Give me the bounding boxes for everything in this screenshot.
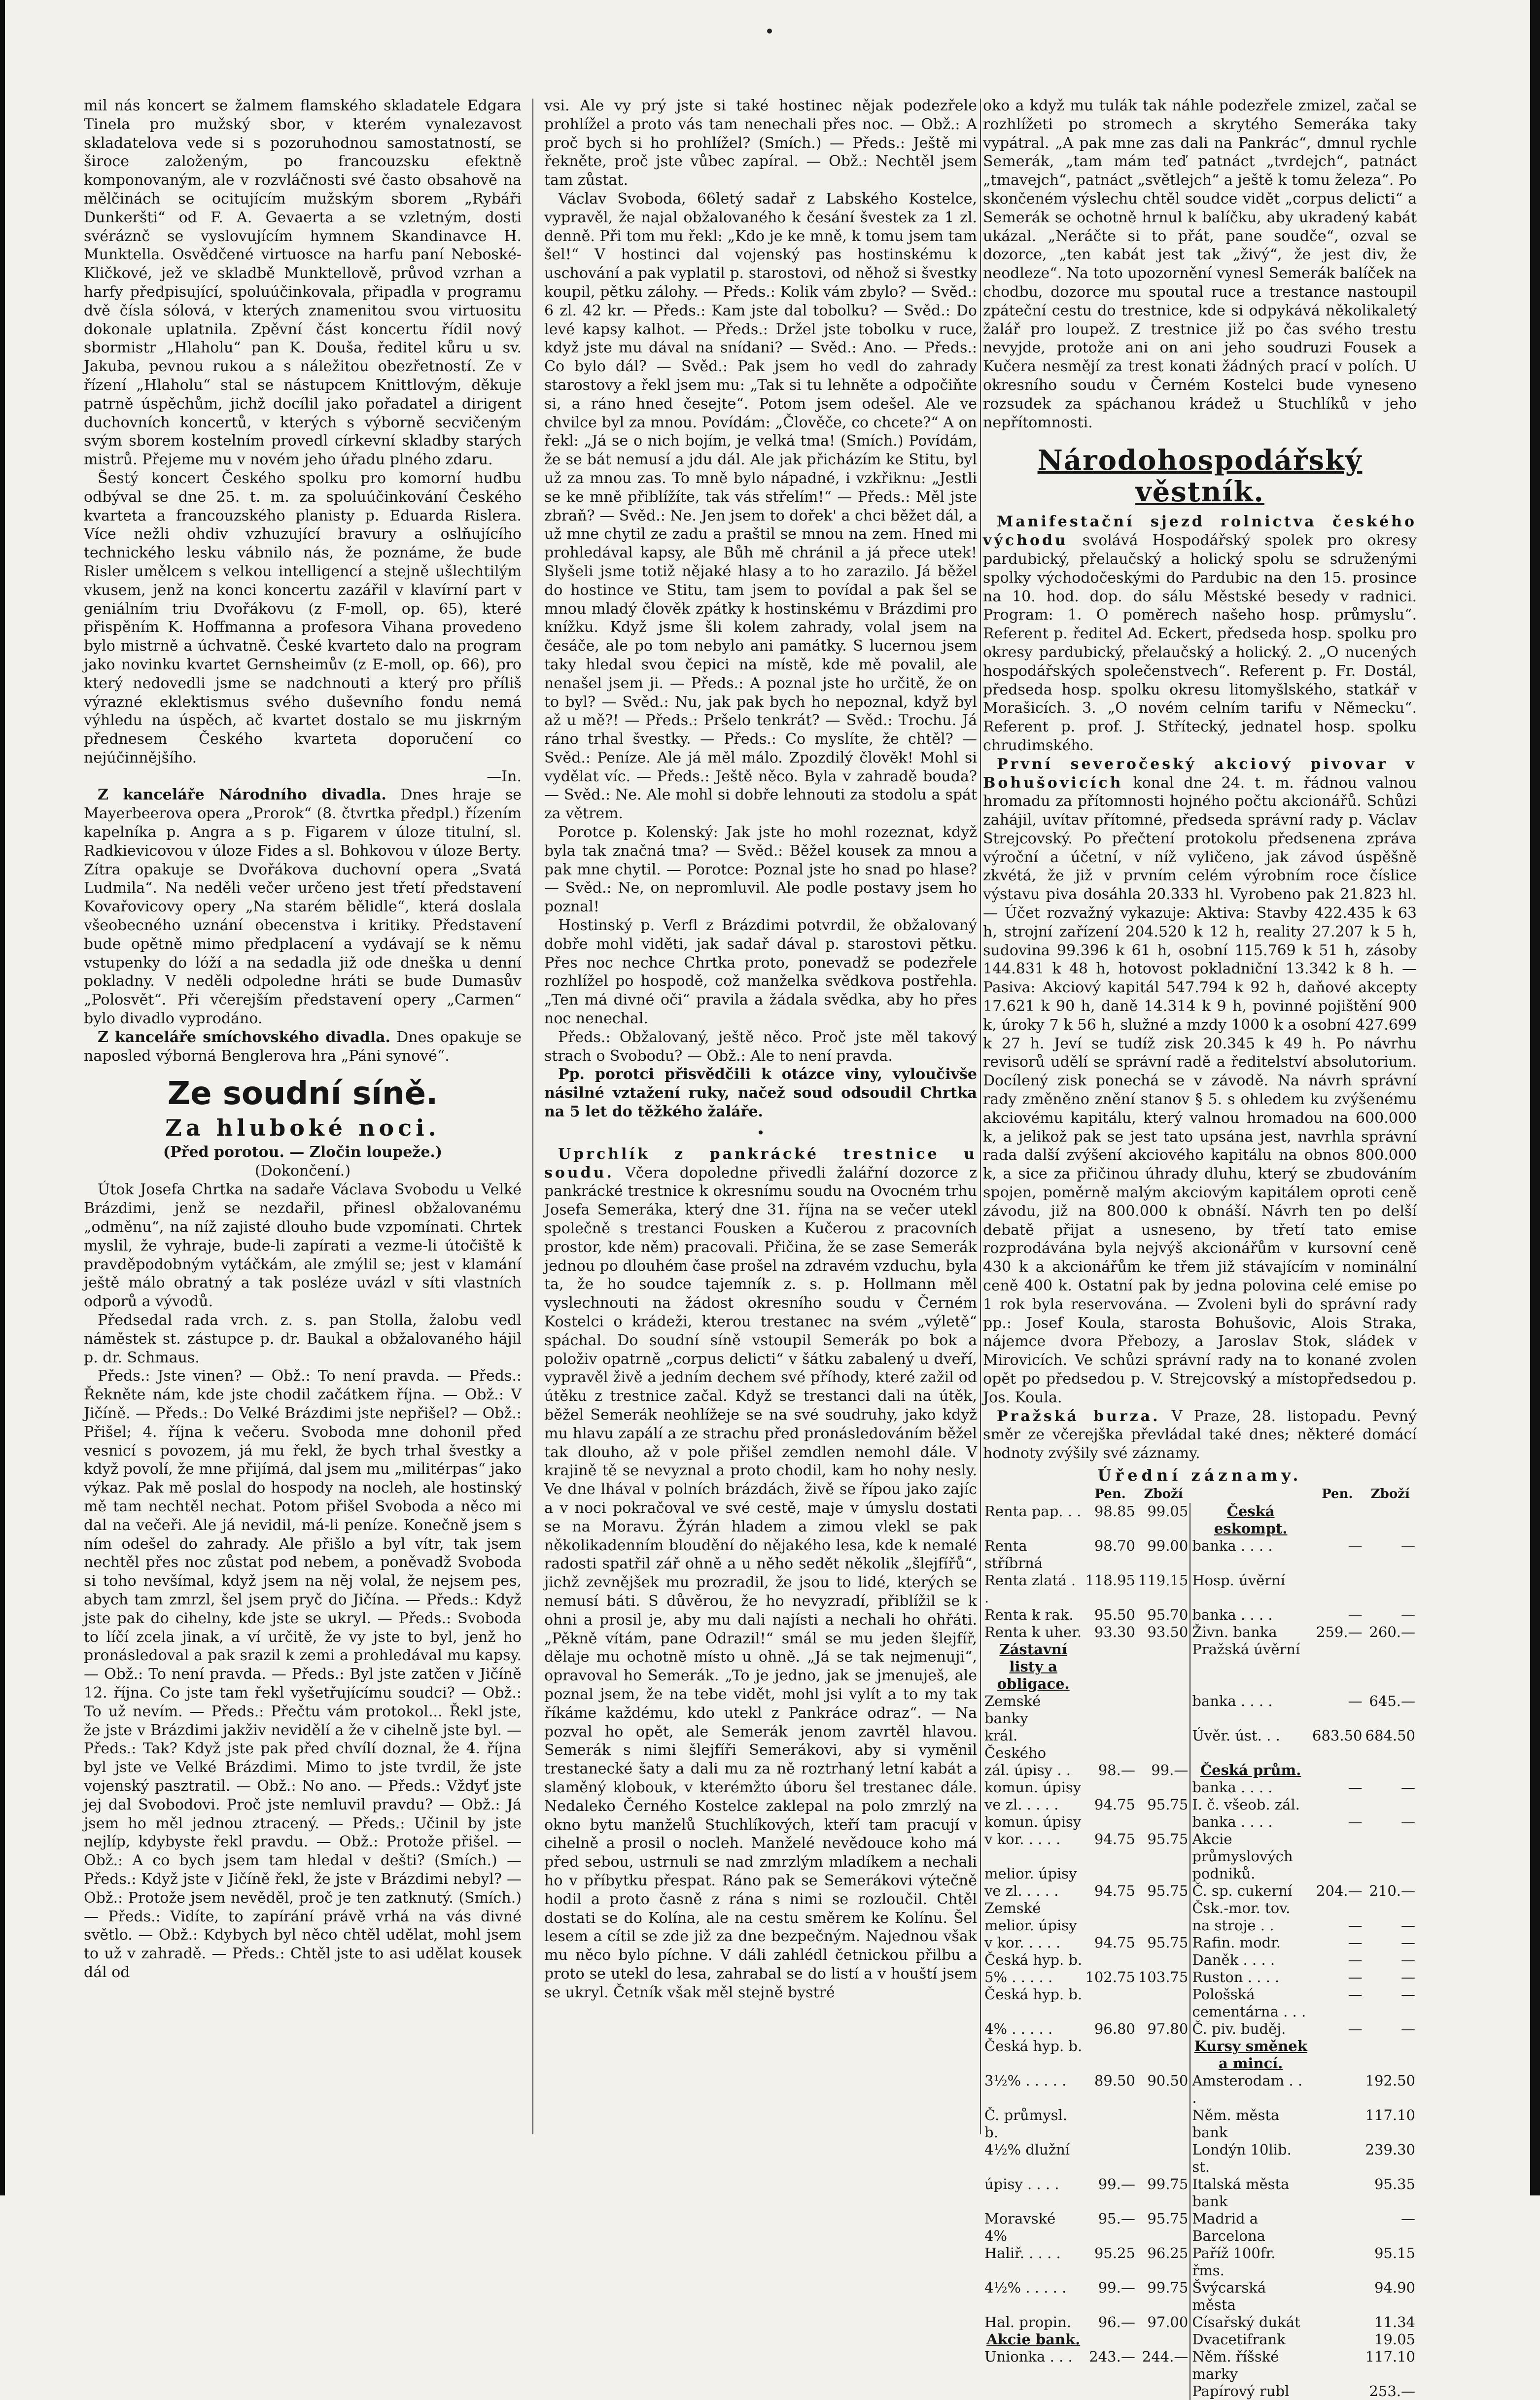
quotes-header-cell: Pen. bbox=[1094, 1486, 1126, 1501]
quote-zbozi bbox=[1364, 2038, 1417, 2072]
smichov-theatre-notice bbox=[84, 1028, 522, 1066]
quotes-row bbox=[983, 1796, 1417, 1813]
quotes-empty-cell bbox=[983, 2383, 1084, 2400]
quote-pen bbox=[1311, 1572, 1364, 1606]
quote-zbozi: — bbox=[1401, 2210, 1415, 2227]
witness-svoboda-testimony: Václav Svoboda, 66letý sadař z Labského Kostelce, vypravěl, že najal obžalovaného k česání švestek za 1 zl. denně. Při tom mu řekl: „Kdo je ke mně, k tomu jsem tam šel!“ V hostinci dal vojenský pas hostinskému k uschování a pak vyplatil p. starostovi, od něhož si švestky koupil, pětku zálohy. — Předs.: Kolik vám zbylo? — Svěd.: 6 zl. 42 kr. — Předs.: Kam jste dal tobolku? — Svěd.: Do levé kapsy kalhot. — Předs.: Držel jste tobolku v ruce, když jste mu dával na snídani? — Svěd.: Ano. — Předs.: Co bylo dál? — Svěd.: Pak jsem ho vedl do zahrady starostovy a řekl jsem mu: „Tak si tu lehněte a odpočiňte si, a ráno hned česejte“. Potom jsem odešel. Ale ve chvilce byl za mnou. Povídám: „Člověče, co chcete?“ A on řekl: „Já se o nich bojím, je velká tma! (Smích.) Povídám, že se bát nemusí a jdu dál. Ale jak přicházím ke Stitu, byl už za mnou zas. To mně bylo nápadné, i vzkřiknu: „Jestli se ke mně přiblížíte, tak vás střelím!“ — Předs.: Měl jste zbraň? — Svěd.: Ne. Jen jsem to dořek' a chci běžet dál, a už mne chytil ze zadu a praštil se mnou na zem. Hned mi prohledával kapsy, ale Bůh mě chránil a já přece utek! Slyšeli jsme totiž nějaké hlasy a to ho zarazilo. Já běžel do hostince ve Stitu, tam jsem to povídal a pak šel se mnou mladý člověk zpátky k hostinskému v Brázdimi pro knížku. Když jsme šli kolem zahrady, volal jsem na česáče, ale po tom nebylo ani památky. S lucernou jsem taky hledal svou čepici na místě, kde mě povalil, ale nenašel jsem ji. — Předs.: A poznal jste ho určitě, že on to byl? — Svěd.: Nu, jak pak bych ho nepoznal, když byl až u mě?! — Předs.: Pršelo tenkrát? — Svěd.: Trochu. Já ráno trhal švestky. — Předs.: Co myslíte, že chtěl? — Svěd.: Peníze. Ale já měl málo. Zpozdilý člověk! Mohl si vydělat víc. — Předs.: Ještě něco. Byla v zahradě bouda? — Svěd.: Ne. Ale mohl si dobře lehnouti za stodolu a spát za větrem. bbox=[544, 190, 977, 823]
quote-zbozi bbox=[1137, 2038, 1190, 2072]
security-name: Madrid a Barcelona bbox=[1190, 2210, 1311, 2245]
quote-zbozi bbox=[1364, 1572, 1417, 1606]
quote-pen bbox=[1311, 1641, 1364, 1693]
quote-pen: — bbox=[1348, 1916, 1363, 1934]
security-name: Amsterodam . . . bbox=[1190, 2072, 1311, 2107]
quote-pen: 94.75 bbox=[1094, 1934, 1135, 1951]
column-1 bbox=[84, 97, 522, 2137]
quote-zbozi: — bbox=[1401, 1934, 1415, 1951]
quote-zbozi: 253.— bbox=[1369, 2382, 1415, 2400]
security-name: Pološská cementárna . . . bbox=[1190, 1986, 1311, 2020]
prague-exchange-lead: Pražská burza. bbox=[997, 1407, 1160, 1425]
quote-pen bbox=[1311, 2107, 1364, 2141]
quote-pen bbox=[1311, 2038, 1364, 2072]
quote-pen: 96.— bbox=[1098, 2313, 1135, 2330]
quote-zbozi: — bbox=[1401, 1951, 1415, 1968]
quote-zbozi: — bbox=[1401, 1778, 1415, 1796]
quote-pen bbox=[1084, 1779, 1136, 1796]
quote-zbozi: 99.75 bbox=[1147, 2175, 1189, 2192]
quote-zbozi: 684.50 bbox=[1365, 1727, 1415, 1744]
security-name: Císařský dukát bbox=[1190, 2314, 1311, 2331]
security-name: komun. úpisy bbox=[984, 1778, 1082, 1796]
smichov-theatre-body: Dnes opakuje se naposled výborná Benglerova hra „Páni synové“. bbox=[84, 1028, 522, 1065]
security-name: banka . . . . bbox=[1190, 1537, 1311, 1572]
security-name: zál. úpisy . . bbox=[984, 1761, 1071, 1778]
security-name: v kor. . . . . bbox=[984, 1830, 1061, 1847]
security-name: 3½% . . . . . bbox=[984, 2072, 1067, 2089]
quote-pen bbox=[1311, 2314, 1364, 2331]
quote-pen bbox=[1311, 2141, 1364, 2176]
security-name: v kor. . . . . bbox=[984, 1934, 1061, 1951]
quote-zbozi: — bbox=[1401, 2020, 1415, 2037]
quote-pen bbox=[1311, 2279, 1364, 2314]
juror-question: Porotce p. Kolenský: Jak jste ho mohl rozeznat, když byla tak značná tma? — Svěd.: Běžel kousek za mnou a pak mne chytil. — Porotce: Poznal jste ho snad po hlase? — Svěd.: Ne, on nepromluvil. Ale podle postavy jsem ho poznal! bbox=[544, 824, 977, 916]
security-name: Papírový rubl bbox=[1190, 2383, 1311, 2400]
quote-zbozi bbox=[1137, 1813, 1190, 1831]
quote-zbozi bbox=[1137, 1917, 1190, 1934]
security-name: Akcie průmyslových bbox=[1190, 1831, 1311, 1865]
quote-pen: 98.70 bbox=[1094, 1537, 1135, 1554]
security-name: komun. úpisy bbox=[984, 1813, 1082, 1830]
final-question: Předs.: Obžalovaný, ještě něco. Proč jste měl takový strach o Svobodu? — Obž.: Ale to není pravda. bbox=[544, 1028, 977, 1065]
quotes-row bbox=[983, 1900, 1417, 1917]
national-theatre-notice bbox=[84, 786, 522, 1028]
quote-pen: 93.30 bbox=[1094, 1623, 1135, 1640]
quote-zbozi bbox=[1364, 1503, 1417, 1537]
quotes-row bbox=[983, 1641, 1417, 1693]
security-name: Paříž 100fr. řms. bbox=[1190, 2245, 1311, 2279]
security-name: Unionka . . . bbox=[984, 2348, 1073, 2365]
quote-zbozi: 97.00 bbox=[1147, 2313, 1189, 2330]
quote-zbozi: 19.05 bbox=[1374, 2330, 1415, 2348]
quote-pen: 96.80 bbox=[1094, 2020, 1135, 2037]
quotes-row bbox=[983, 1951, 1417, 1969]
security-name: Hosp. úvěrní bbox=[1190, 1572, 1311, 1606]
security-name: banka . . . . bbox=[1190, 1779, 1311, 1796]
quote-pen: 98.— bbox=[1098, 1761, 1135, 1778]
security-name: banka . . . . bbox=[1190, 1693, 1311, 1727]
quotes-row bbox=[983, 2210, 1417, 2245]
quote-pen bbox=[1084, 1641, 1136, 1693]
quote-pen: — bbox=[1348, 1813, 1363, 1830]
separator-dot: • bbox=[756, 1124, 765, 1141]
court-article-title: Za hluboké noci. bbox=[165, 1114, 440, 1142]
quotes-row bbox=[983, 2245, 1417, 2279]
court-article-continued: (Dokončení.) bbox=[254, 1162, 351, 1180]
quote-pen: 89.50 bbox=[1094, 2072, 1135, 2089]
security-name: Č. sp. cukerní bbox=[1190, 1882, 1311, 1900]
scan-edge-left bbox=[0, 0, 5, 2195]
security-name: Renta k rak. bbox=[984, 1606, 1074, 1623]
quotes-subhead: Zástavní listy a obligace. bbox=[997, 1640, 1070, 1692]
security-name: Renta pap. . . bbox=[984, 1502, 1082, 1520]
security-name: 4% . . . . . bbox=[984, 2020, 1053, 2037]
scan-speck bbox=[767, 29, 772, 34]
concert-review-text: mil nás koncert se žalmem flamského skladatele Edgara Tinela pro mužský sbor, v kterém vynalezavost skladatelova vede si s pozoruhodnou samostatností, se široce založeným, po francouzsku efektně komponovaným, ale v rozvláčnosti své často obsahově na mělčinách se ocitujícím mužským sborem „Rybáři Dunkeršti“ od F. A. Gevaerta a se vzletným, dosti svéráznč se vyslovujícím hymnem Skandinavce H. Munktella. Osvědčené virtuosce na harfu paní Neboské-Kličkové, jež ve skladbě Munktellově, průvod vzrhan a harfy předpisující, spoluúčinkovala, připadla v programu dvě čísla sólová, v kterých znamenitou svou virtuositu dokonale uplatnila. Zpěvní část koncertu řídil nový sbormistr „Hlaholu“ pan K. Douša, ředitel kůru u sv. Jakuba, pevnou rukou a s náležitou obezřetností. Ze v řízení „Hlaholu“ stal se nástupcem Knittlovým, děkuje patrně úspěchům, jichž docílil jako pořadatel a dirigent duchovních koncertů, v kterých s výborně secvičeným svým sborem kostelním provedl církevní skladby starých mistrů. Přejeme mu v novém jeho úřadu plného zdaru. bbox=[84, 97, 522, 469]
security-name: úpisy . . . . bbox=[984, 2175, 1059, 2192]
quote-pen bbox=[1084, 1917, 1136, 1934]
quotes-header-cell bbox=[1190, 1486, 1311, 1503]
quotes-subhead: Kursy směnek a mincí. bbox=[1190, 2038, 1311, 2072]
quote-pen: — bbox=[1348, 1951, 1363, 1968]
quote-zbozi bbox=[1364, 1900, 1417, 1917]
quotes-row bbox=[983, 1813, 1417, 1831]
security-name: banka . . . . bbox=[1190, 1606, 1311, 1624]
quote-pen bbox=[1084, 1693, 1136, 1727]
quote-pen bbox=[1084, 1865, 1136, 1882]
quotes-row bbox=[983, 1934, 1417, 1951]
chamber-music-review: Šestý koncert Českého spolku pro komorní hudbu odbýval se dne 25. t. m. za spoluúčinkování Českého kvarteta a francouzského planisty p. Eduarda Rislera. Více nežli ohdiv vzhuzující bravury a oslňujícího technického lesku vábnilo nás, že poznáme, že bude Risler umělcem s velkou intelligencí a stejně ušlechtilým vkusem, jenž na konci koncertu zazářil v klavírní part v geniálním triu Dvořákovu (z F-moll, op. 65), které přispěním K. Hoffmanna a profesora Vihana provedeno bylo mistrně a úchvatně. České kvarteto dalo na program jako novinku kvartet Gernsheimův (z E-moll, op. 66), pro který nedovedli jsme se nadchnouti a který pro příliš výrazné eklektismus svého duševního fondu nemá výhledu na úspěch, ač kvartet dostalo se mu jiskrným přednesem Českého kvarteta doporučení co nejúčinnějšího. bbox=[84, 469, 522, 766]
security-name: Švýcarská města bbox=[1190, 2279, 1311, 2314]
quotes-row bbox=[983, 1606, 1417, 1624]
security-name: Něm. říšské marky bbox=[1190, 2348, 1311, 2383]
quotes-header-cell bbox=[983, 1486, 1084, 1503]
quote-pen: — bbox=[1348, 1537, 1363, 1554]
brewery-meeting-lead: První severočeský akciový pivovar v Bohušovicích bbox=[983, 755, 1417, 792]
quotes-row bbox=[983, 1537, 1417, 1572]
quote-pen bbox=[1311, 2348, 1364, 2383]
quote-zbozi: 260.— bbox=[1369, 1623, 1415, 1640]
quote-zbozi bbox=[1137, 2107, 1190, 2141]
quote-pen bbox=[1084, 2107, 1136, 2141]
quotes-subhead: Česká prům. bbox=[1190, 1762, 1311, 1779]
quotes-row bbox=[983, 1882, 1417, 1900]
quote-zbozi bbox=[1137, 1951, 1190, 1969]
security-name: Londýn 10lib. st. bbox=[1190, 2141, 1311, 2176]
hearing-continued: vsi. Ale vy prý jste si také hostinec nějak podezřele prohlížel a proto vás tam nenechali přes noc. — Obž.: A proč bych si ho prohlížel? (Smích.) — Předs.: Ještě mi řekněte, proč jste vůbec zapíral. — Obž.: Nechtěl jsem tam zůstat. bbox=[544, 97, 977, 189]
security-name: I. č. všeob. zál. bbox=[1190, 1796, 1311, 1813]
quote-pen: 95.25 bbox=[1094, 2244, 1135, 2261]
quote-pen: — bbox=[1348, 2020, 1363, 2037]
security-name: Česká hyp. b. bbox=[984, 1951, 1083, 1968]
security-name: Čsk.-mor. tov. bbox=[1190, 1900, 1311, 1917]
quotes-row bbox=[983, 2314, 1417, 2331]
quote-zbozi bbox=[1137, 2331, 1190, 2348]
quote-zbozi: 99.05 bbox=[1147, 1502, 1189, 1520]
security-name: podniků. bbox=[1190, 1865, 1311, 1882]
quote-zbozi: 99.— bbox=[1151, 1761, 1189, 1778]
quote-zbozi: 244.— bbox=[1142, 2348, 1189, 2365]
quote-pen bbox=[1311, 1865, 1364, 1882]
quotes-row bbox=[983, 2038, 1417, 2072]
security-name: Ruston . . . . bbox=[1190, 1969, 1311, 1986]
security-name: melior. úpisy bbox=[984, 1916, 1077, 1934]
national-theatre-body: Dnes hraje se Mayerbeerova opera „Prorok“ (8. čtvrtka předpl.) řízením kapelníka p. Angra a s p. Figarem v úloze titulní, sl. Radkievicovou v úloze Fides a sl. Bohkovou v úloze Berty. Zítra opakuje se Dvořákova duchovní opera „Svatá Ludmila“. Na neděli večer určeno jest třetí představení Kovařovicovy opery „Na starém bělidle“, která doslala všeobecného uznání obecenstva i kritiky. Představení bude opětně mimo předplacení a vydávají se k němu vstupenky do lóží a na sedadla již ode dneška u denní pokladny. V neděli odpoledne hráti se bude Dumasův „Polosvět“. Při včerejším představení opery „Carmen“ bylo divadlo vyprodáno. bbox=[84, 786, 522, 1028]
quotes-row bbox=[983, 2383, 1417, 2400]
quote-zbozi: 95.75 bbox=[1147, 2210, 1189, 2227]
quote-zbozi: 119.15 bbox=[1138, 1571, 1189, 1589]
quotes-row bbox=[983, 1986, 1417, 2020]
quote-pen bbox=[1311, 2245, 1364, 2279]
court-article-caption: (Před porotou. — Zločin loupeže.) bbox=[163, 1144, 443, 1161]
quotes-row bbox=[983, 2348, 1417, 2383]
quotes-subhead: Akcie bank. bbox=[986, 2330, 1081, 2348]
security-name: na stroje . . bbox=[1190, 1917, 1311, 1934]
quote-zbozi: 95.75 bbox=[1147, 1882, 1189, 1899]
quote-pen bbox=[1084, 2331, 1136, 2348]
quote-pen bbox=[1311, 2176, 1364, 2210]
security-name: Česká hyp. b. bbox=[984, 2037, 1083, 2054]
quote-zbozi: — bbox=[1401, 1813, 1415, 1830]
quote-zbozi: 210.— bbox=[1369, 1882, 1415, 1899]
quote-pen: — bbox=[1348, 1778, 1363, 1796]
security-name: 5% . . . . . bbox=[984, 1968, 1053, 1985]
quote-pen: — bbox=[1348, 1985, 1363, 2003]
security-name: 4½% dlužní bbox=[984, 2141, 1070, 2158]
quotes-row bbox=[983, 1624, 1417, 1641]
escapee-article-lead: Uprchlík z pankrácké trestnice u soudu. bbox=[544, 1145, 977, 1182]
quote-zbozi: 95.75 bbox=[1147, 1796, 1189, 1813]
quotes-row bbox=[983, 2072, 1417, 2107]
quote-pen: 259.— bbox=[1316, 1623, 1363, 1640]
security-name: Zemské bbox=[984, 1899, 1041, 1916]
quotes-row bbox=[983, 1693, 1417, 1727]
quotes-subhead: Česká eskompt. bbox=[1190, 1503, 1311, 1537]
court-article-intro: Útok Josefa Chrtka na sadaře Václava Svobodu u Velké Brázdimi, jenž se nezdařil, přinesl obžalovanému „odměnu“, na níž zajisté dlouho bude vzpomínati. Chrtek myslil, že vyhraje, bude-li zapírati a vezme-li útočiště k pravděpodobným vytáčkám, ale zmýlil se; jest v klamání ještě málo obratný a tak posléze uvázl v síti vlastních odporů a vývodů. bbox=[84, 1181, 522, 1311]
innkeeper-testimony: Hostinský p. Verfl z Brázdimi potvrdil, že obžalovaný dobře mohl viděti, jak sadař dával p. starostovi pětku. Přes noc nechce Chrtka proto, ponevadž se podezřele rozhlížel po hospodě, což manželka svědkova postřehla. „Ten má divné oči“ pravila a žádala svědka, aby ho přes noc nenechal. bbox=[544, 917, 977, 1028]
quote-pen: 94.75 bbox=[1094, 1882, 1135, 1899]
security-name: Italská města bank bbox=[1190, 2176, 1311, 2210]
quote-zbozi: — bbox=[1401, 1916, 1415, 1934]
quote-zbozi bbox=[1137, 1641, 1190, 1693]
column-rule-1 bbox=[532, 99, 533, 2134]
quote-pen bbox=[1311, 2210, 1364, 2245]
court-verdict: Pp. porotci přisvědčili k otázce viny, vyloučivše násilné vztažení ruky, načež soud odsoudil Chrtka na 5 let do těžkého žaláře. bbox=[544, 1066, 977, 1121]
quote-zbozi bbox=[1364, 1865, 1417, 1882]
brewery-meeting-body: konal dne 24. t. m. řádnou valnou hromadu za přítomnosti hojného počtu akcionářů. Schůzi zahájil, uvítav přítomné, předseda správní rady p. Václav Strejcovský. Po přečtení protokolu předsenena zpráva výroční a účetní, v níž vyličeno, jak závod úspěšně zkvétá, že již v prvním celém výrobním roce číslice výstavu piva dosáhla 20.333 hl. Vyrobeno pak 21.823 hl. — Účet rozvažný vykazuje: Aktiva: Stavby 422.435 k 63 h, strojní zařízení 204.520 k 12 h, reality 27.207 k 5 h, sudovina 99.396 k 61 h, osobní 115.769 k 51 h, zásoby 144.831 k 48 h, hotovost pokladniční 13.342 k 8 h. — Pasiva: Akciový kapitál 547.794 k 92 h, daňové akcepty 17.621 k 90 h, daně 14.314 k 9 h, povinné pojištění 900 k, úroky 7 k 56 h, služné a mzdy 1000 k a osobní 427.699 k 27 h. Jeví se tudíž zisk 20.345 k 49 h. Po návrhu revisorů udělí se správní radě a ředitelství absolutorium. Docílený zisk ponechá se v závodě. Na návrh správní rady změněno znění stanov § 5. s ohledem ku zvýšenému akciovému kapitálu, který valnou hromadou na 600.000 k, a jelikož pak se jest tato upsána jest, navrhla správní rada další zvýšení akciového kapitálu na obnos 800.000 k, a sice za přičinou úhrady dluhu, který se zbudováním spojen, poměrně malým akciovým kapitálem oproti ceně závodu, již na 800.000 k obnáší. Návrh ten po delší debatě přijat a usneseno, by třetí tato emise rozprodávána byla nejvýš akcionářům v kursovní ceně 430 k a akcionářům ke třem již stávajícím v nominální ceně 400 k. Ostatní pak by jedna polovina celé emise po 1 rok byla reservována. — Zvoleni byli do správní rady pp.: Josef Koula, starosta Bohušovic, Alois Straka, nájemce dvora Přebozy, a Jaroslav Stok, sládek v Mirovicích. Ve schůzi správní rady na to konané zvolen opět po předsedou p. V. Strejcovský a místopředsedou p. Jos. Koula. bbox=[983, 774, 1417, 1406]
quote-zbozi bbox=[1137, 1865, 1190, 1882]
security-name: Renta stříbrná bbox=[984, 1537, 1043, 1571]
economic-section-title: Národohospodářský věstník. bbox=[1037, 444, 1363, 509]
quotes-row bbox=[983, 1969, 1417, 1986]
quote-pen bbox=[1084, 1986, 1136, 2020]
quote-pen bbox=[1084, 2038, 1136, 2072]
quote-zbozi: 95.35 bbox=[1374, 2175, 1415, 2192]
quotes-row bbox=[983, 2141, 1417, 2176]
security-name: Zemské banky bbox=[984, 1692, 1041, 1727]
security-name: Č. průmysl. b. bbox=[984, 2106, 1067, 2141]
security-name: ve zl. . . . . bbox=[984, 1882, 1059, 1899]
prague-exchange-intro bbox=[983, 1407, 1417, 1463]
security-name: král. Českého bbox=[984, 1727, 1047, 1761]
security-name: melior. úpisy bbox=[984, 1865, 1077, 1882]
quote-pen: 683.50 bbox=[1312, 1727, 1363, 1744]
court-section-title: Ze soudní síně. bbox=[167, 1076, 438, 1113]
court-article-hearing: Předs.: Jste vinen? — Obž.: To není pravda. — Předs.: Řekněte nám, kde jste chodil začátkem října. — Obž.: V Jičíně. — Předs.: Do Velké Brázdimi jste nepřišel? — Obž.: Přišel; 4. října k večeru. Svoboda mne dohonil před vesnicí s povozem, já mu řekl, že bych trhal švestky a když povolí, že mne přijímá, dal jsem mu „militérpas“ jako výkaz. Pak mě poslal do hospody na nocleh, ale hostinský mě tam nechtěl nechat. Potom přišel Svoboda a něco mi dal na večeři. Ale já nevidil, má-li peníze. Konečně jsem s ním odešel do zahrady. Ale přišlo a byl vítr, tak jsem nechtěl přes noc zůstat pod nebem, a poněvadž Svoboda si toho nevšímal, když jsem na něj volal, že nejsem pes, abych tam zmrzl, šel jsem pryč do Jičína. — Předs.: Když jste pak do cihelny, kde jste se ukryl. — Předs.: Svoboda to líčí zcela jinak, a ví určitě, že vy jste to byl, jenž ho pronásledoval a pak srazil k zemi a prohledával mu kapsy. — Obž.: To není pravda. — Předs.: Byl jste zatčen v Jičíně 12. října. Co jste tam řekl vyšetřujícímu soudci? — Obž.: To už nevím. — Předs.: Přečtu vám protokol... Řekl jste, že jste v Brázdimi jakživ nevidělí a že v cihelně jste byl. — Předs.: Tak? Když jste pak před chvílí doznal, že 4. října byl jste ve Velké Brázdimi. Mimo to jste tvrdil, že jste vojenský pasztratil. — Obž.: No ano. — Předs.: Vždyť jste jej dal Svobodovi. Proč jste nemluvil pravdu? — Obž.: Já jsem ho měl jednou ztracený. — Předs.: Učinil by jste nejlíp, kdybyste řekl pravdu. — Obž.: Protože přišel. — Obž.: A co bych jsem tam hledal v dešti? (Smích.) — Předs.: Když jste v Jičíně řekl, že jste v Brázdimi nebyl? — Obž.: Protože jsem nevěděl, proč je ten zatknutý. (Smích.) — Předs.: Vidíte, to zapírání právě vrhá na vás divné světlo. — Obž.: Kdybych byl něco chtěl udělat, mohl jsem to už v zahradě. — Předs.: Chtěl jste to asi udělat kousek dál od bbox=[84, 1367, 522, 1981]
quote-zbozi bbox=[1137, 1727, 1190, 1762]
quote-pen bbox=[1084, 1813, 1136, 1831]
security-name: Renta zlatá . . bbox=[984, 1571, 1076, 1606]
quotes-row bbox=[983, 1831, 1417, 1865]
quote-pen: 102.75 bbox=[1085, 1968, 1135, 1985]
quotes-row bbox=[983, 2020, 1417, 2038]
quotes-header-row bbox=[983, 1486, 1417, 1503]
quote-pen bbox=[1084, 1951, 1136, 1969]
court-article-presiding: Předsedal rada vrch. z. s. pan Stolla, žalobu vedl náměstek st. zástupce p. dr. Baukal a obžalovaného hájil p. dr. Schmaus. bbox=[84, 1312, 522, 1366]
escapee-article-body: Včera dopoledne přivedli žalářní dozorce z pankrácké trestnice k okresnímu soudu na Ovocném trhu Josefa Semeráka, který dne 31. října na se večer utekl společně s trestanci Fousken a Kučerou z pracovních prostor, kde něm) pracovali. Přičina, že se zase Semerák jednou po dlouhém čase prošel na zdravém vzduchu, byla ta, že ho soudce tajemník z. s. p. Hollmann měl vyslechnouti na žádost okresního soudu v Černém Kostelci o krádeži, kterou trestanec na svém „výletě“ spáchal. Do soudní síně vstoupil Semerák po bok a položiv opatrně „corpus delicti“ v šátku zabalený u dveří, vypravěl živě a jedním dechem své příhody, které zažil od útěku z trestnice začal. Když se trestanci dali na útěk, běžel Semerák neohlížeje se na své soudruhy, jako když mu hlavu zapálí a ze strachu před pronásledováním běžel tak dlouho, až v pole přišel zemdlen nemohl dále. V krajině tě se nevyznal a proto chodil, kam ho nohy nesly. Ve dne lhával v polních brázdách, živě se řípou jako zajíc a v noci pokračoval ve své cestě, maje v úmyslu dostati se na Moravu. Žýrán hladem a zimou vlekl se pak několikadenním bloudění do nějakého lesa, kde k nemalé radosti spatřil zář ohně a u něho sedět několik „šlejfířů“, jichž zevnějšek mu prozradil, že jsou to lidé, kterých se nemusí báti. S důvěrou, že ho nevyzradí, přiblížil se k ohni a prosil je, aby mu dali najísti a nechali ho ohřáti. „Pěkně vítám, pane Odrazil!“ smál se mu jeden šlejfíř, dělaje mu ochotně místo u ohně. „Já se tak nejmenuji“, opravoval ho Semerák. „To je jedno, jak se jmenuješ, ale poznal jsem, že na tebe vidět, mohl jsi vylít a to my tak říkáme každému, kdo utekl z Pankráce odraz“. — Na pozval ho opět, ale Semerák jenom zavrtěl hlavou. Semerák s nimi šlejfíři Semerákovi, aby si vyměnil trestanecké šaty a dali mu za ně roztrhaný letní kabát a slaměný klobouk, v kterémžto úboru šel trestanec dále. Nedaleko Černého Kostelce zaklepal na polo zmrzlý na okno bytu manželů Stuchlíkových, kteří tam pracují v cihelně a prosil o nocleh. Manželé nevědouce koho má před sebou, ustrnuli se nad zmrzlým mladíkem a nechali ho v příbytku přespat. Ráno pak se Semerákovi výtečně hodil a proto časně z rána s nimi se rozloučil. Chtěl dostati se do Kolína, ale na cestu směrem ke Kolínu. Šel lesem a cítil se zde již za dne bezpečným. Najednou však mu něco bylo píchne. V dáli zahlédl četnickou přilbu a proto se utekl do lesa, zahrabal se do listí a v houští jsem se ukryl. Četník však měl stejně bystré bbox=[544, 1164, 977, 2001]
quote-pen: 99.— bbox=[1098, 2279, 1135, 2296]
quote-zbozi bbox=[1137, 2141, 1190, 2176]
security-name: Česká hyp. b. bbox=[984, 1985, 1083, 2003]
quote-pen: 94.75 bbox=[1094, 1830, 1135, 1847]
quote-zbozi bbox=[1137, 1900, 1190, 1917]
quote-zbozi: 192.50 bbox=[1365, 2072, 1415, 2089]
farmers-congress-body: svolává Hospodářský spolek pro okresy pardubický, přelaučský a holický spolu se sdruženými spolky východočeskými do Pardubic na den 15. prosince na 10. hod. dop. do sálu Městské besedy v radnici. Program: 1. O poměrech našeho hosp. průmyslu“. Referent p. ředitel Ad. Eckert, předseda hosp. spolku pro okresy pardubický, přelaučský a holický. 2. „O nucených hospodářských společenstvech“. Referent p. Fr. Dostál, předseda hosp. spolku okresu litomyšlského, statkář v Morašicích. 3. „O novém celním tarifu v Německu“. Referent p. prof. J. Střítecký, jednatel hosp. spolku chrudimského. bbox=[983, 532, 1417, 754]
quotes-row bbox=[983, 2107, 1417, 2141]
quote-zbozi: — bbox=[1401, 1968, 1415, 1985]
smichov-theatre-lead: Z kanceláře smíchovského divadla. bbox=[98, 1028, 390, 1046]
quote-zbozi bbox=[1364, 1641, 1417, 1693]
quote-zbozi: 645.— bbox=[1369, 1692, 1415, 1709]
security-name: Daněk . . . . bbox=[1190, 1951, 1311, 1969]
quotes-header-cell: Zboží bbox=[1144, 1486, 1183, 1501]
quotes-header-cell: Zboží bbox=[1370, 1486, 1410, 1501]
quote-pen bbox=[1084, 1900, 1136, 1917]
quote-zbozi: 239.30 bbox=[1365, 2141, 1415, 2158]
quote-pen: 98.85 bbox=[1094, 1502, 1135, 1520]
quote-pen: 118.95 bbox=[1085, 1571, 1135, 1589]
quote-zbozi: 90.50 bbox=[1147, 2072, 1189, 2089]
quote-pen bbox=[1311, 1831, 1364, 1865]
security-name: Hal. propin. bbox=[984, 2313, 1071, 2330]
quote-zbozi: 95.75 bbox=[1147, 1934, 1189, 1951]
quote-pen bbox=[1311, 2331, 1364, 2348]
quotes-row bbox=[983, 1762, 1417, 1779]
quote-pen: 95.50 bbox=[1094, 1606, 1135, 1623]
quotes-empty-cell bbox=[1137, 2383, 1190, 2400]
quote-pen bbox=[1311, 1762, 1364, 1779]
quotes-row bbox=[983, 2176, 1417, 2210]
security-name: ve zl. . . . . bbox=[984, 1796, 1059, 1813]
quotes-empty-cell bbox=[1084, 2383, 1136, 2400]
review-signature: —In. bbox=[487, 767, 522, 785]
quote-pen bbox=[1311, 2072, 1364, 2107]
farmers-congress-lead: Manifestační sjezd rolnictva českého východu bbox=[983, 513, 1417, 550]
quote-pen: 99.— bbox=[1098, 2175, 1135, 2192]
quote-pen: 243.— bbox=[1089, 2348, 1135, 2365]
quote-pen: — bbox=[1348, 1606, 1363, 1623]
quote-zbozi: 95.70 bbox=[1147, 1606, 1189, 1623]
security-name: Něm. města bank bbox=[1190, 2107, 1311, 2141]
quote-zbozi: 95.75 bbox=[1147, 1830, 1189, 1847]
quotes-row bbox=[983, 2279, 1417, 2314]
security-name: Moravské 4% bbox=[984, 2210, 1056, 2244]
quote-zbozi: 117.10 bbox=[1365, 2348, 1415, 2365]
quotes-row bbox=[983, 1503, 1417, 1537]
security-name: Živn. banka bbox=[1190, 1624, 1311, 1641]
quote-pen: — bbox=[1348, 1968, 1363, 1985]
national-theatre-lead: Z kanceláře Národního divadla. bbox=[98, 786, 386, 804]
quote-zbozi: 117.10 bbox=[1365, 2106, 1415, 2123]
security-name: Dvacetifrank bbox=[1190, 2331, 1311, 2348]
quote-zbozi bbox=[1137, 1693, 1190, 1727]
quote-pen: — bbox=[1348, 1934, 1363, 1951]
security-name: 4½% . . . . . bbox=[984, 2279, 1067, 2296]
quote-zbozi: 96.25 bbox=[1147, 2244, 1189, 2261]
escapee-article-continued: oko a když mu tulák tak náhle podezřele zmizel, začal se rozhlížeti po stromech a skrytého Semeráka taky vypátral. „A pak mne zas dali na Pankrác“, dmnul rychle Semerák, „tam mám teď patnáct „tvrdejch“, patnáct „tmavejch“, patnáct „světlejch“ a ještě k tomu železa“. Po skončeném výslechu chtěl soudce vidět „corpus delicti“ a Semerák se ochotně hrnul k balíčku, aby ukradený kabát ukázal. „Neráčte si to přát, pane soudče“, ozval se dozorce, „ten kabát jest tak „živý“, že jest div, že neodleze“. Na toto upozornění vynesl Semerák balíček na chodbu, dozorce mu spoutal ruce a trestance nastoupil zpáteční cestu do trestnice, kde si odpykává několikaletý žalář pro loupež. Z trestnice již po čas svého trestu nevyjde, protože ani on ani jeho soudruzi Fousek a Kučera nesmějí za trest konati žádných prací v polích. U okresního soudu v Černém Kostelci bude vyneseno rozsudek za spáchanou krádež u Stuchlíků v jeho nepřítomnosti. bbox=[983, 97, 1417, 431]
quote-zbozi bbox=[1364, 1831, 1417, 1865]
column-rule-2 bbox=[980, 99, 981, 2134]
official-quotes-title: Úřední záznamy. bbox=[1097, 1465, 1302, 1485]
quote-pen bbox=[1084, 1727, 1136, 1762]
security-name: Haliř. . . . . bbox=[984, 2244, 1061, 2261]
column-3 bbox=[983, 97, 1417, 2400]
prague-exchange-body: V Praze, 28. listopadu. Pevný směr ze včerejška převládal také dnes; některé domácí hodnoty zvýšily své záznamy. bbox=[983, 1407, 1417, 1462]
quote-pen: — bbox=[1348, 1692, 1363, 1709]
quote-zbozi: 103.75 bbox=[1138, 1968, 1189, 1985]
quote-zbozi: 11.34 bbox=[1374, 2313, 1415, 2330]
quote-zbozi: — bbox=[1401, 1537, 1415, 1554]
quotes-row bbox=[983, 1572, 1417, 1606]
security-name: banka . . . . bbox=[1190, 1813, 1311, 1831]
quote-zbozi: 94.90 bbox=[1374, 2279, 1415, 2296]
security-name: Úvěr. úst. . . bbox=[1190, 1727, 1311, 1762]
quote-pen bbox=[1311, 1900, 1364, 1917]
quote-pen: 94.75 bbox=[1094, 1796, 1135, 1813]
brewery-meeting-report bbox=[983, 755, 1417, 1407]
quote-zbozi: 95.15 bbox=[1374, 2244, 1415, 2261]
quotes-header-cell: Pen. bbox=[1322, 1486, 1353, 1501]
security-name: Renta k uher. bbox=[984, 1623, 1082, 1640]
quote-pen: 95.— bbox=[1098, 2210, 1135, 2227]
quotes-row bbox=[983, 1727, 1417, 1762]
escapee-article bbox=[544, 1145, 977, 2002]
quote-zbozi: 97.80 bbox=[1147, 2020, 1189, 2037]
security-name: Č. piv. buděj. bbox=[1190, 2020, 1311, 2038]
quotes-row bbox=[983, 2331, 1417, 2348]
column-2 bbox=[544, 97, 977, 2137]
quote-pen bbox=[1311, 1503, 1364, 1537]
quotes-row bbox=[983, 1917, 1417, 1934]
quote-pen bbox=[1084, 2141, 1136, 2176]
exchange-quotes-table bbox=[983, 1486, 1417, 2400]
quote-zbozi bbox=[1137, 1986, 1190, 2020]
quote-pen bbox=[1311, 2383, 1364, 2400]
security-name: Pražská úvěrní bbox=[1190, 1641, 1311, 1693]
quote-pen bbox=[1311, 1796, 1364, 1813]
farmers-congress-notice bbox=[983, 513, 1417, 755]
scan-edge-right bbox=[1530, 0, 1540, 2195]
quote-zbozi: 99.00 bbox=[1147, 1537, 1189, 1554]
quote-zbozi: — bbox=[1401, 1606, 1415, 1623]
quote-zbozi bbox=[1137, 1779, 1190, 1796]
quote-zbozi bbox=[1364, 1762, 1417, 1779]
quote-pen: 204.— bbox=[1316, 1882, 1363, 1899]
quotes-row bbox=[983, 1865, 1417, 1882]
quote-zbozi bbox=[1364, 1796, 1417, 1813]
quote-zbozi: 93.50 bbox=[1147, 1623, 1189, 1640]
quote-zbozi: — bbox=[1401, 1985, 1415, 2003]
quote-zbozi: 99.75 bbox=[1147, 2279, 1189, 2296]
quotes-row bbox=[983, 1779, 1417, 1796]
security-name: Rafin. modr. bbox=[1190, 1934, 1311, 1951]
